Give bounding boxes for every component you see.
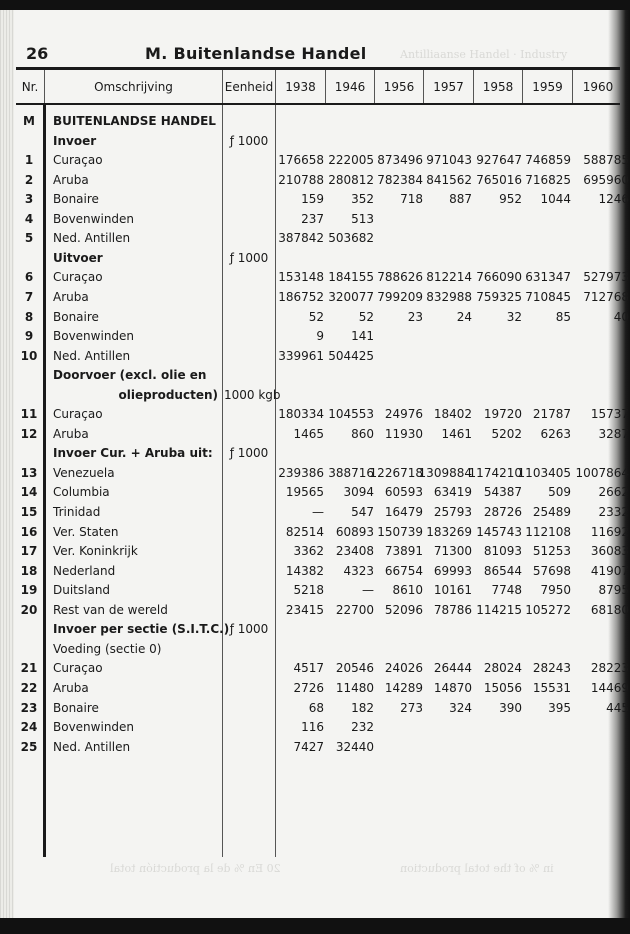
- value-1946: 104553: [328, 407, 374, 422]
- value-1946: 232: [351, 720, 374, 735]
- table-row: [0, 368, 630, 387]
- value-1938: 176658: [278, 153, 324, 168]
- table-row: [0, 466, 630, 485]
- value-1938: 237: [301, 211, 324, 226]
- value-1958: 952: [499, 192, 522, 207]
- table-row: [0, 681, 630, 700]
- header-year-1958: 1958: [482, 80, 514, 94]
- value-1956: 14289: [384, 680, 423, 695]
- table-row: [0, 525, 630, 544]
- value-1958: 15056: [483, 680, 522, 695]
- value-1960: 11692: [590, 524, 629, 539]
- value-1956: 66754: [384, 563, 423, 578]
- value-1956: 73891: [384, 544, 423, 559]
- value-1957: 183269: [426, 524, 472, 539]
- row-description: Duitsland: [53, 583, 111, 598]
- value-1959: 85: [555, 309, 571, 324]
- value-1946: 388716: [328, 465, 374, 480]
- table-row: [0, 290, 630, 309]
- row-number: 16: [20, 524, 38, 539]
- value-1938: 2726: [293, 680, 324, 695]
- value-1958: 765016: [476, 172, 522, 187]
- row-number: 10: [20, 348, 38, 363]
- document-page: [0, 10, 629, 918]
- value-1946: 4323: [343, 563, 374, 578]
- row-number: M: [23, 114, 35, 128]
- row-description: Ver. Staten: [53, 524, 119, 539]
- value-1956: 24976: [384, 407, 423, 422]
- value-1957: 812214: [426, 270, 472, 285]
- header-year-1938: 1938: [285, 80, 316, 94]
- value-1960: 14469: [590, 680, 629, 695]
- table-row: [0, 388, 630, 407]
- row-description: Aruba: [53, 172, 89, 187]
- row-number: 24: [20, 720, 38, 735]
- value-1960: 40: [613, 309, 629, 324]
- value-1958: 759325: [476, 289, 522, 304]
- value-1946: 32440: [335, 739, 374, 754]
- table-row: [0, 251, 630, 270]
- row-description: Invoer Cur. + Aruba uit:: [53, 446, 213, 461]
- value-1946: —: [362, 583, 374, 598]
- value-1958: 390: [499, 700, 522, 715]
- row-description: Invoer: [53, 133, 97, 148]
- row-number: 23: [20, 700, 38, 715]
- value-1960: 36083: [590, 544, 629, 559]
- table-row: [0, 583, 630, 602]
- value-1938: 116: [301, 720, 324, 735]
- row-description: Venezuela: [53, 465, 115, 480]
- value-1956: 873496: [377, 153, 423, 168]
- value-1959: 15531: [532, 680, 571, 695]
- value-1946: 20546: [335, 661, 374, 676]
- row-number: 19: [20, 583, 38, 598]
- table-row: [0, 661, 630, 680]
- value-1957: 14870: [433, 680, 472, 695]
- table-row: [0, 153, 630, 172]
- value-1960: 712768: [583, 289, 629, 304]
- value-1960: 3287: [598, 426, 629, 441]
- header-year-1946: 1946: [334, 80, 366, 94]
- value-1946: 182: [351, 700, 374, 715]
- table-row: [0, 173, 630, 192]
- value-1960: 41907: [590, 563, 629, 578]
- bleed-through-header: Antilliaanse Handel · Industry: [400, 48, 568, 61]
- value-1960: 527973: [583, 270, 629, 285]
- table-row: [0, 349, 630, 368]
- row-number: 22: [20, 680, 38, 695]
- value-1957: 25793: [433, 505, 472, 519]
- value-1958: 32: [506, 309, 522, 324]
- table-row: [0, 329, 630, 348]
- row-unit: ƒ 1000: [229, 133, 269, 148]
- value-1958: 927647: [476, 153, 522, 168]
- value-1956: 16479: [384, 505, 423, 519]
- row-description: Bovenwinden: [53, 211, 135, 226]
- value-1938: 7427: [293, 739, 324, 754]
- value-1946: 280812: [328, 172, 374, 187]
- table-row: [0, 212, 630, 231]
- value-1960: 2662: [598, 485, 629, 500]
- table-row: [0, 485, 630, 504]
- value-1938: 82514: [285, 524, 324, 539]
- table-row: [0, 427, 630, 446]
- row-description: Curaçao: [53, 407, 103, 422]
- value-1958: 28726: [483, 505, 522, 519]
- value-1958: 19720: [483, 407, 522, 422]
- value-1959: 25489: [532, 505, 571, 519]
- value-1938: 210788: [278, 172, 324, 187]
- value-1938: 5218: [293, 583, 324, 598]
- value-1946: 222005: [328, 153, 374, 168]
- row-description: Rest van de wereld: [53, 602, 168, 617]
- table-row: [0, 720, 630, 739]
- row-number: 3: [24, 192, 34, 207]
- value-1938: 159: [301, 192, 324, 207]
- value-1960: 445: [606, 700, 629, 715]
- table-row: [0, 310, 630, 329]
- value-1956: 52096: [384, 602, 423, 617]
- header-omschrijving: Omschrijving: [94, 80, 173, 94]
- value-1957: 24: [456, 309, 472, 324]
- table-row: [0, 114, 630, 133]
- row-description: Curaçao: [53, 661, 103, 676]
- value-1946: 23408: [335, 544, 374, 559]
- table-row: [0, 407, 630, 426]
- value-1957: 832988: [426, 289, 472, 304]
- value-1959: 1103405: [517, 465, 571, 480]
- row-number: 4: [24, 211, 34, 226]
- value-1958: 766090: [476, 270, 522, 285]
- value-1957: 10161: [433, 583, 472, 598]
- row-description: Ver. Koninkrijk: [53, 544, 138, 559]
- value-1958: 7748: [491, 583, 522, 598]
- value-1960: 695960: [583, 172, 629, 187]
- value-1938: 4517: [293, 661, 324, 676]
- value-1938: 3362: [293, 544, 324, 559]
- value-1957: 26444: [433, 661, 472, 676]
- value-1946: 860: [351, 426, 374, 441]
- table-row: [0, 231, 630, 250]
- row-description: BUITENLANDSE HANDEL: [53, 114, 216, 128]
- row-description: Curaçao: [53, 153, 103, 168]
- header-year-1957: 1957: [433, 80, 464, 94]
- row-number: 21: [20, 661, 38, 676]
- value-1957: 78786: [433, 602, 472, 617]
- value-1957: 1309884: [418, 465, 472, 480]
- value-1957: 324: [449, 700, 472, 715]
- bleed-through-footer-right: in % of the total production: [400, 862, 554, 875]
- value-1956: 11930: [384, 426, 423, 441]
- value-1960: 28223: [590, 661, 629, 676]
- table-row: [0, 270, 630, 289]
- value-1960: 8795: [598, 583, 629, 598]
- row-description: Aruba: [53, 680, 89, 695]
- row-description: Voeding (sectie 0): [53, 641, 162, 656]
- row-unit: ƒ 1000: [229, 446, 269, 461]
- value-1958: 114215: [476, 602, 522, 617]
- value-1956: 23: [407, 309, 423, 324]
- table-top-rule: [16, 67, 620, 70]
- value-1956: 788626: [377, 270, 423, 285]
- row-description: Aruba: [53, 289, 89, 304]
- value-1959: 51253: [532, 544, 571, 559]
- value-1956: 24026: [384, 661, 423, 676]
- table-row: [0, 740, 630, 759]
- value-1938: 153148: [278, 270, 324, 285]
- row-description: Uitvoer: [53, 250, 103, 265]
- value-1959: 6263: [540, 426, 571, 441]
- table-row: [0, 446, 630, 465]
- value-1946: 52: [358, 309, 374, 324]
- value-1958: 81093: [483, 544, 522, 559]
- value-1959: 105272: [525, 602, 571, 617]
- row-number: 15: [20, 505, 38, 519]
- value-1938: 68: [308, 700, 324, 715]
- value-1956: 799209: [377, 289, 423, 304]
- value-1946: 11480: [335, 680, 374, 695]
- row-description: Nederland: [53, 563, 116, 578]
- value-1938: 14382: [285, 563, 324, 578]
- value-1957: 887: [449, 192, 472, 207]
- value-1956: 718: [400, 192, 423, 207]
- row-description: Aruba: [53, 426, 89, 441]
- value-1946: 513: [351, 211, 374, 226]
- value-1958: 86544: [483, 563, 522, 578]
- row-description: Ned. Antillen: [53, 739, 131, 754]
- row-description: Curaçao: [53, 270, 103, 285]
- value-1946: 3094: [343, 485, 374, 500]
- value-1946: 352: [351, 192, 374, 207]
- value-1956: 150739: [377, 524, 423, 539]
- table-row: [0, 192, 630, 211]
- row-number: 6: [24, 270, 34, 285]
- row-number: 11: [20, 407, 38, 422]
- table-row: [0, 642, 630, 661]
- value-1946: 547: [351, 505, 374, 519]
- value-1960: 2332: [598, 505, 629, 519]
- table-row: [0, 564, 630, 583]
- row-number: 5: [24, 231, 34, 246]
- row-description: Columbia: [53, 485, 110, 500]
- row-unit: ƒ 1000: [229, 250, 269, 265]
- value-1956: 1226718: [369, 465, 423, 480]
- value-1959: 746859: [525, 153, 571, 168]
- value-1959: 716825: [525, 172, 571, 187]
- value-1960: 68180: [590, 602, 629, 617]
- value-1958: 28024: [483, 661, 522, 676]
- page-title: M. Buitenlandse Handel: [145, 44, 367, 63]
- table-row: [0, 701, 630, 720]
- value-1956: 782384: [377, 172, 423, 187]
- value-1946: 141: [351, 329, 374, 344]
- value-1960: 588785: [583, 153, 629, 168]
- header-year-1959: 1959: [532, 80, 563, 94]
- row-unit: ƒ 1000: [229, 622, 269, 637]
- table-row: [0, 505, 630, 524]
- value-1958: 54387: [483, 485, 522, 500]
- value-1957: 1461: [441, 426, 472, 441]
- header-nr: Nr.: [21, 80, 39, 94]
- value-1959: 1044: [540, 192, 571, 207]
- row-number: 2: [24, 172, 34, 187]
- row-description: olieproducten): [118, 387, 218, 402]
- row-description: Trinidad: [53, 505, 101, 519]
- header-year-1960: 1960: [582, 80, 614, 94]
- value-1959: 28243: [532, 661, 571, 676]
- value-1960: 15737: [590, 407, 629, 422]
- value-1958: 5202: [491, 426, 522, 441]
- row-description: Bonaire: [53, 192, 99, 207]
- row-number: 13: [20, 465, 38, 480]
- value-1938: 339961: [278, 348, 324, 363]
- value-1938: 23415: [285, 602, 324, 617]
- page-number: 26: [26, 44, 49, 63]
- value-1938: 1465: [293, 426, 324, 441]
- value-1938: 52: [308, 309, 324, 324]
- value-1957: 71300: [433, 544, 472, 559]
- table-row: [0, 622, 630, 641]
- row-description: Bovenwinden: [53, 329, 135, 344]
- value-1959: 21787: [532, 407, 571, 422]
- table-row: [0, 544, 630, 563]
- value-1959: 395: [548, 700, 571, 715]
- table-header-rule: [16, 103, 620, 105]
- table-row: [0, 134, 630, 153]
- row-description: Ned. Antillen: [53, 231, 131, 246]
- value-1938: 387842: [278, 231, 324, 246]
- value-1958: 145743: [476, 524, 522, 539]
- row-description: Bonaire: [53, 700, 99, 715]
- row-number: 18: [20, 563, 38, 578]
- value-1946: 60893: [335, 524, 374, 539]
- value-1958: 1174210: [468, 465, 522, 480]
- value-1960: 1007864: [575, 465, 629, 480]
- row-description: Bonaire: [53, 309, 99, 324]
- value-1956: 273: [400, 700, 423, 715]
- value-1959: 710845: [525, 289, 571, 304]
- value-1938: —: [312, 505, 324, 519]
- value-1946: 320077: [328, 289, 374, 304]
- value-1956: 60593: [384, 485, 423, 500]
- value-1946: 22700: [335, 602, 374, 617]
- row-description: Invoer per sectie (S.I.T.C.): [53, 622, 230, 637]
- bleed-through-footer-left: 20 En % de la productión total: [110, 862, 281, 875]
- row-description: Ned. Antillen: [53, 348, 131, 363]
- value-1957: 69993: [433, 563, 472, 578]
- row-number: 20: [20, 602, 38, 617]
- value-1938: 19565: [285, 485, 324, 500]
- row-number: 14: [20, 485, 38, 500]
- value-1959: 631347: [525, 270, 571, 285]
- row-number: 9: [24, 329, 34, 344]
- value-1946: 504425: [328, 348, 374, 363]
- value-1960: 1246: [598, 192, 629, 207]
- value-1938: 9: [316, 329, 324, 344]
- value-1938: 239386: [278, 465, 324, 480]
- value-1956: 8610: [392, 583, 423, 598]
- value-1959: 57698: [532, 563, 571, 578]
- row-description: Bovenwinden: [53, 720, 135, 735]
- table-row: [0, 603, 630, 622]
- row-number: 17: [20, 544, 38, 559]
- value-1959: 112108: [525, 524, 571, 539]
- value-1938: 180334: [278, 407, 324, 422]
- row-unit: 1000 kgb: [224, 387, 281, 402]
- row-number: 12: [20, 426, 38, 441]
- value-1957: 63419: [433, 485, 472, 500]
- value-1957: 971043: [426, 153, 472, 168]
- value-1957: 841562: [426, 172, 472, 187]
- value-1957: 18402: [433, 407, 472, 422]
- header-year-1956: 1956: [383, 80, 415, 94]
- row-number: 1: [24, 153, 34, 168]
- row-number: 8: [24, 309, 34, 324]
- header-eenheid: Eenheid: [224, 80, 274, 94]
- row-number: 25: [20, 739, 38, 754]
- value-1946: 184155: [328, 270, 374, 285]
- value-1946: 503682: [328, 231, 374, 246]
- value-1938: 186752: [278, 289, 324, 304]
- value-1959: 7950: [540, 583, 571, 598]
- row-description: Doorvoer (excl. olie en: [53, 368, 207, 383]
- row-number: 7: [24, 289, 34, 304]
- value-1959: 509: [548, 485, 571, 500]
